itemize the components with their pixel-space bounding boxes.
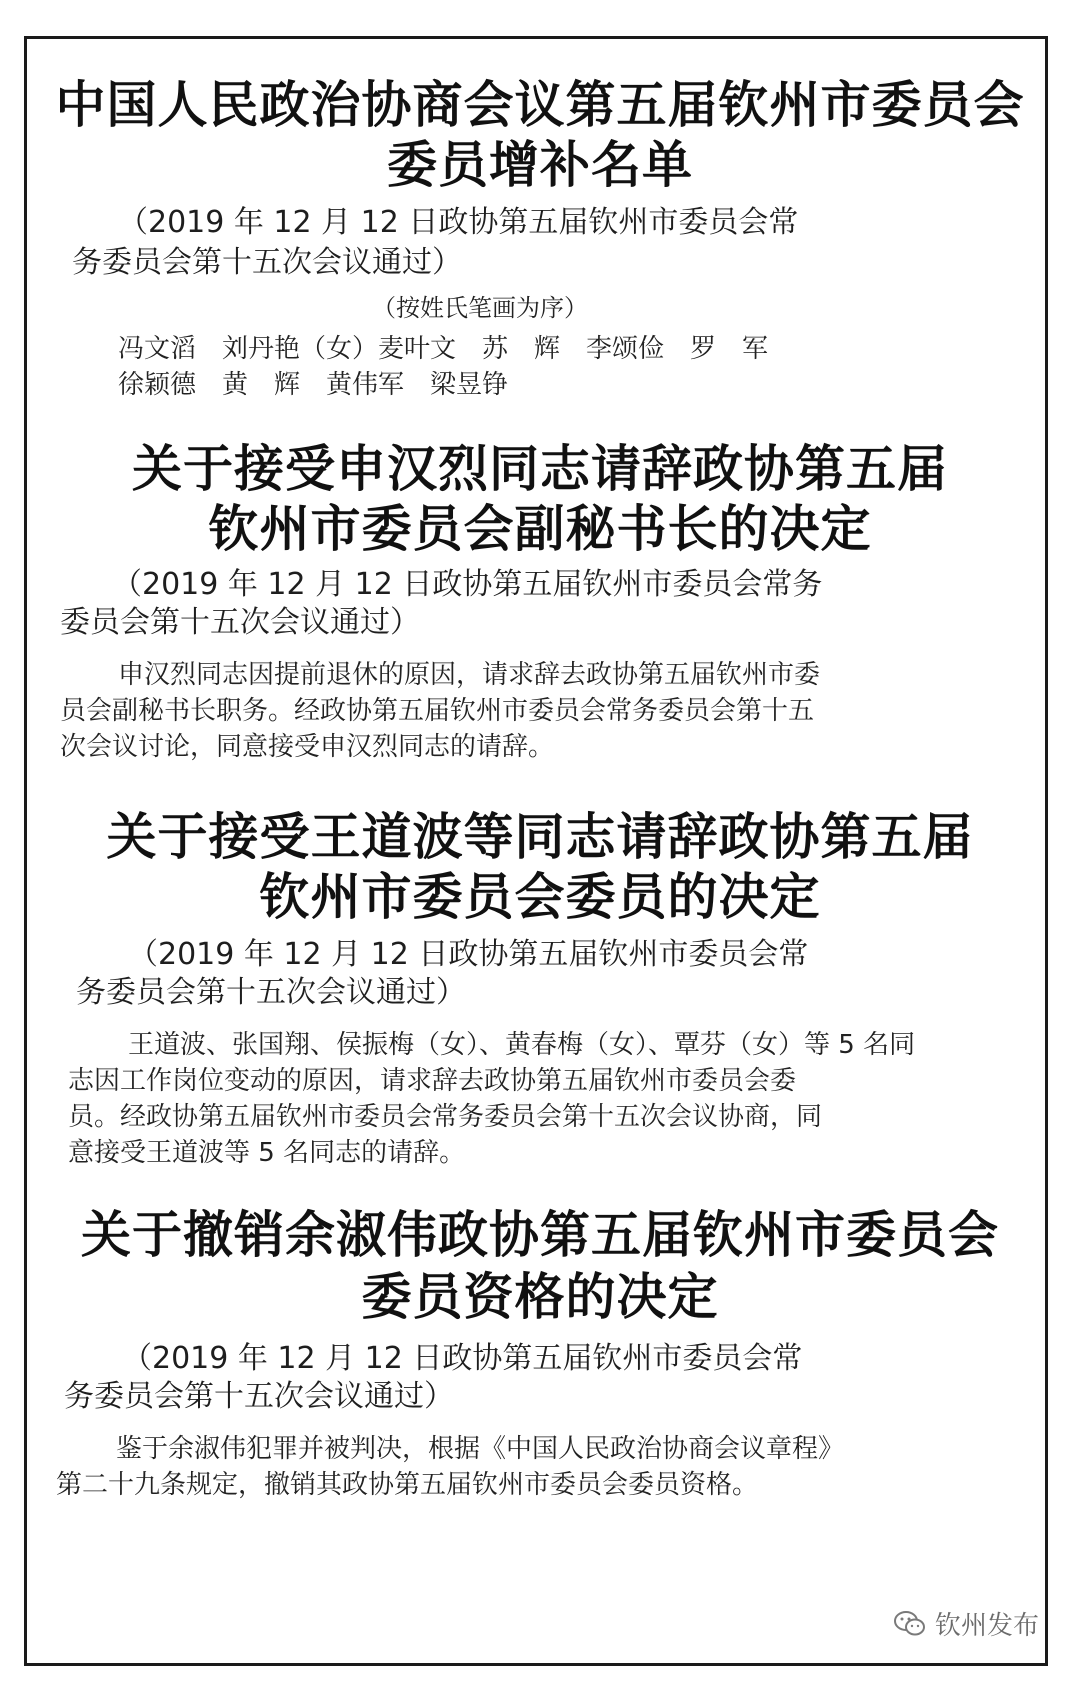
watermark-text: 钦州发布 [935,1611,1040,1641]
section-3-title-line-1: 关于接受王道波等同志请辞政协第五届 [106,808,974,866]
section-3-note-line-2: 务委员会第十五次会议通过） [76,975,466,1010]
section-2-note-line-1: （2019 年 12 月 12 日政协第五届钦州市委员会常务 [112,567,823,602]
section-4-body-line-1: 鉴于余淑伟犯罪并被判决，根据《中国人民政治协商会议章程》 [116,1434,845,1464]
section-4-title-line-1: 关于撤销余淑伟政协第五届钦州市委员会 [81,1206,999,1264]
watermark [893,1605,1039,1642]
section-3-body-line-2: 志因工作岗位变动的原因，请求辞去政协第五届钦州市委员会委 [68,1066,797,1096]
section-4-body-line-2: 第二十九条规定，撤销其政协第五届钦州市委员会委员资格。 [56,1470,759,1500]
section-1-title-line-1: 中国人民政治协商会议第五届钦州市委员会 [55,76,1025,134]
section-2-note-line-2: 委员会第十五次会议通过） [60,605,420,640]
section-1-title-line-2: 委员增补名单 [387,136,693,194]
section-2-body-line-3: 次会议讨论，同意接受申汉烈同志的请辞。 [60,732,555,762]
section-1-names-line-2: 徐颖德 黄 辉 黄伟军 梁昱铮 [118,370,509,400]
section-3-title-line-2: 钦州市委员会委员的决定 [259,868,821,926]
section-3-note-line-1: （2019 年 12 月 12 日政协第五届钦州市委员会常 [128,937,809,972]
section-4-title-line-2: 委员资格的决定 [361,1268,719,1326]
wechat-icon [893,1610,927,1638]
section-4-note-line-1: （2019 年 12 月 12 日政协第五届钦州市委员会常 [122,1341,803,1376]
section-1-note-line-1: （2019 年 12 月 12 日政协第五届钦州市委员会常 [118,205,799,240]
section-3-body-line-4: 意接受王道波等 5 名同志的请辞。 [68,1138,466,1168]
section-2-body-line-2: 员会副秘书长职务。经政协第五届钦州市委员会常务委员会第十五 [60,696,815,726]
section-1-names-line-1: 冯文滔 刘丹艳（女）麦叶文 苏 辉 李颂俭 罗 军 [118,334,769,364]
section-1-note-line-2: 务委员会第十五次会议通过） [72,245,462,280]
section-3-body-line-1: 王道波、张国翔、侯振梅（女）、黄春梅（女）、覃芬（女）等 5 名同 [128,1030,916,1060]
section-2-title-line-1: 关于接受申汉烈同志请辞政协第五届 [132,440,948,498]
section-1-order-note: （按姓氏笔画为序） [372,294,588,322]
section-3-body-line-3: 员。经政协第五届钦州市委员会常务委员会第十五次会议协商，同 [68,1102,823,1132]
section-2-body-line-1: 申汉烈同志因提前退休的原因，请求辞去政协第五届钦州市委 [118,660,821,690]
section-2-title-line-2: 钦州市委员会副秘书长的决定 [208,500,872,558]
section-4-note-line-2: 务委员会第十五次会议通过） [64,1379,454,1414]
